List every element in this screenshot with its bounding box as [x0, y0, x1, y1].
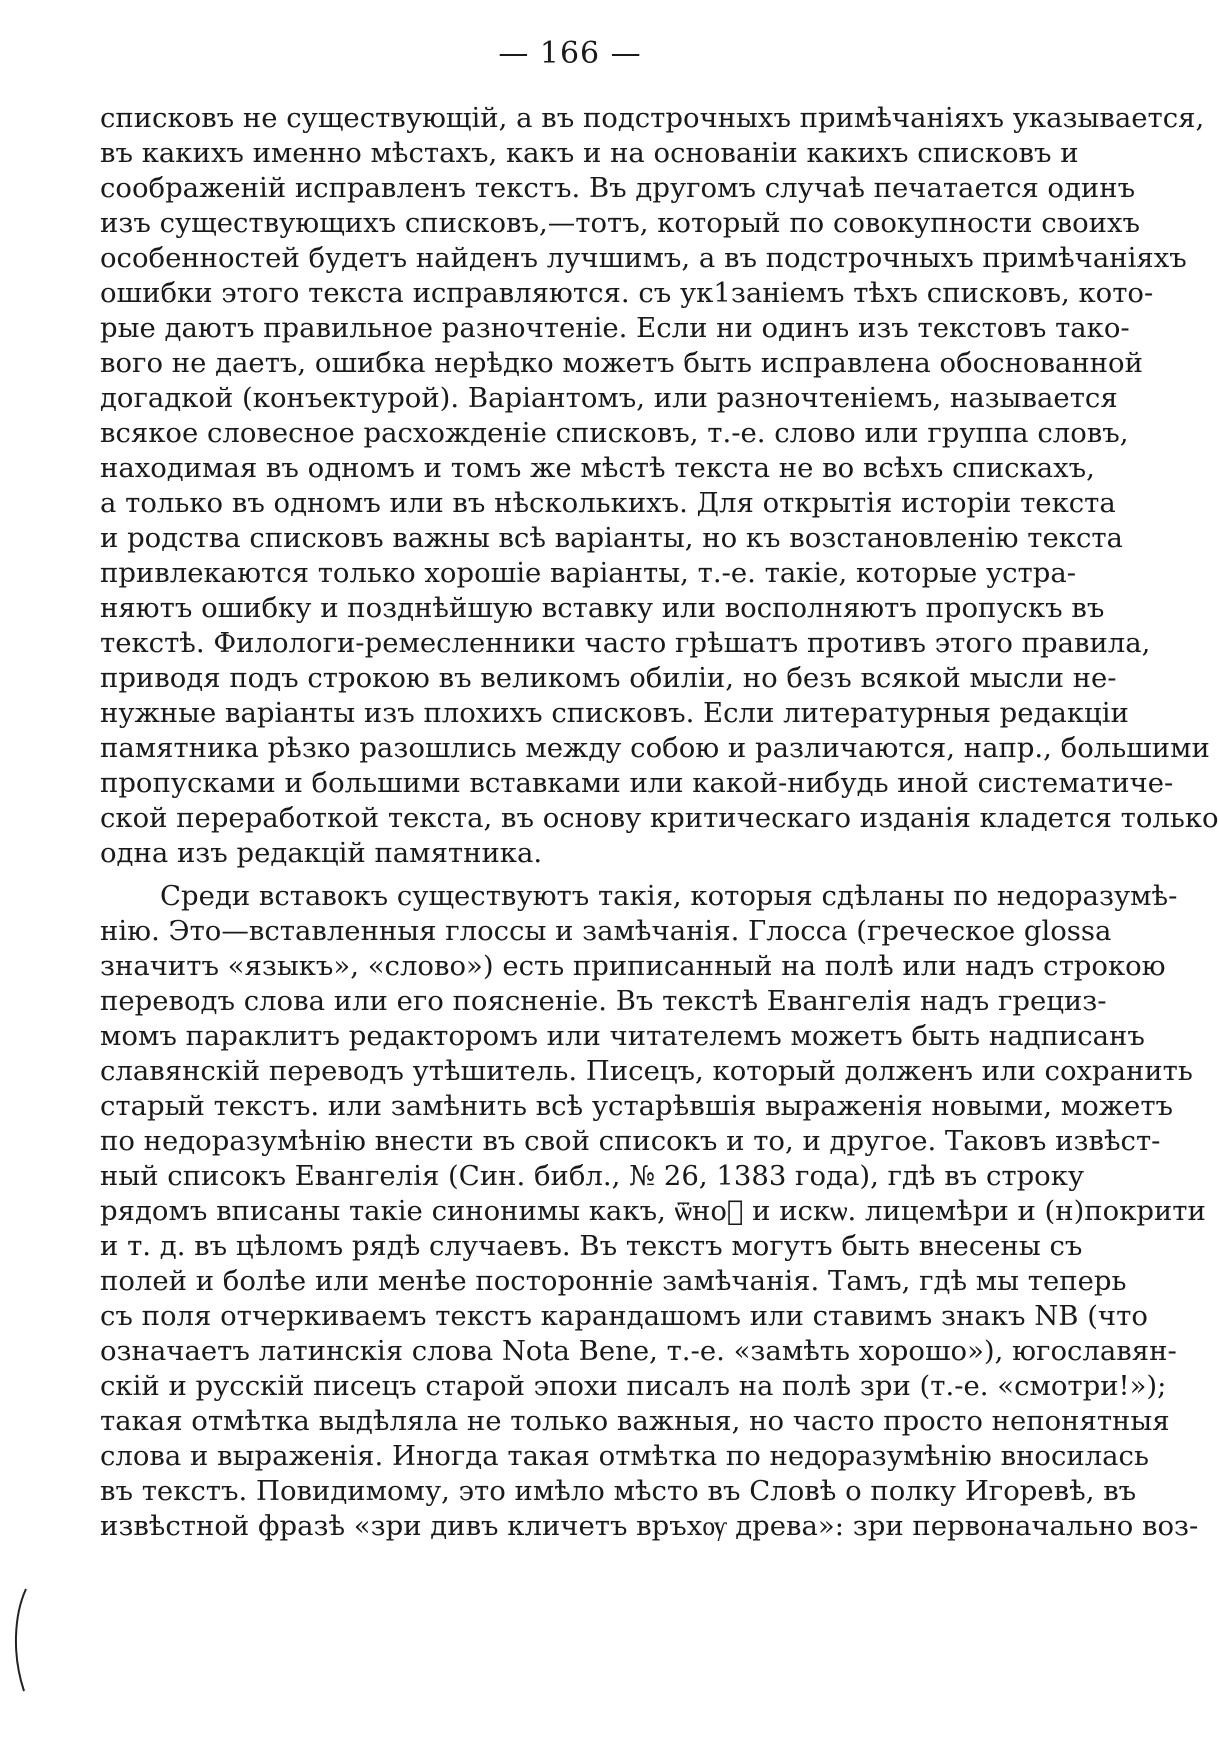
text-line: и т. д. въ цѣломъ рядѣ случаевъ. Въ текстъ могутъ быть внесены съ	[100, 1230, 1083, 1262]
text-line: ошибки этого текста исправляются. съ ук1заніемъ тѣхъ списковъ, кото-	[100, 277, 1154, 309]
text-line: приводя подъ строкою въ великомъ обиліи, но безъ всякой мысли не-	[100, 662, 1117, 694]
text-line: особенностей будетъ найденъ лучшимъ, а въ подстрочныхъ примѣчаніяхъ	[100, 242, 1187, 274]
text-line: рядомъ вписаны такіе синонимы какъ, ѿноⷣ и искѡ. лицемѣри и (н)покрити	[100, 1195, 1206, 1227]
text-line: извѣстной фразѣ «зри дивъ кличетъ връхѹ древа»: зри первоначально воз-	[100, 1510, 1199, 1542]
text-line: славянскій переводъ утѣшитель. Писецъ, который долженъ или сохранить	[100, 1055, 1193, 1087]
text-line: скій и русскій писецъ старой эпохи писалъ на полѣ зри (т.-е. «смотри!»);	[100, 1370, 1167, 1402]
text-line: списковъ не существующій, а въ подстрочныхъ примѣчаніяхъ указывается,	[100, 102, 1205, 134]
text-line: по недоразумѣнію внести въ свой списокъ и то, и другое. Таковъ извѣст-	[100, 1125, 1161, 1157]
text-line: рые даютъ правильное разночтеніе. Если ни одинъ изъ текстовъ тако-	[100, 312, 1130, 344]
text-line: привлекаются только хорошіе варіанты, т.-е. такіе, которые устра-	[100, 557, 1077, 589]
text-line: текстѣ. Филологи-ремесленники часто грѣшатъ противъ этого правила,	[100, 627, 1151, 659]
paragraph-first-line: Среди вставокъ существуютъ такія, которыя сдѣланы по недоразумѣ-	[160, 880, 1178, 912]
text-line: изъ существующихъ списковъ,—тотъ, который по совокупности своихъ	[100, 207, 1140, 239]
text-line: въ какихъ именно мѣстахъ, какъ и на основаніи какихъ списковъ и	[100, 137, 1079, 169]
text-line: переводъ слова или его поясненіе. Въ текстѣ Евангелія надъ грециз-	[100, 985, 1107, 1017]
page-number: — 166 —	[498, 36, 642, 71]
text-line: старый текстъ. или замѣнить всѣ устарѣвшія выраженія новыми, можетъ	[100, 1090, 1174, 1122]
text-line: нію. Это—вставленныя глоссы и замѣчанія. Глосса (греческое glossa	[100, 915, 1112, 947]
text-line: памятника рѣзко разошлись между собою и различаются, напр., большими	[100, 732, 1210, 764]
text-line: такая отмѣтка выдѣляла не только важныя, но часто просто непонятныя	[100, 1405, 1170, 1437]
text-line: находимая въ одномъ и томъ же мѣстѣ текста не во всѣхъ спискахъ,	[100, 452, 1095, 484]
text-line: соображеній исправленъ текстъ. Въ другомъ случаѣ печатается одинъ	[100, 172, 1136, 204]
text-line: ской переработкой текста, въ основу критическаго изданія кладется только	[100, 802, 1219, 834]
text-line: вого не даетъ, ошибка нерѣдко можетъ быть исправлена обоснованной	[100, 347, 1143, 379]
text-line: ный списокъ Евангелія (Син. библ., № 26, 1383 года), гдѣ въ строку	[100, 1160, 1085, 1192]
text-line: пропусками и большими вставками или какой-нибудь иной систематиче-	[100, 767, 1174, 799]
margin-pencil-mark	[4, 1585, 34, 1695]
text-line: одна изъ редакцій памятника.	[100, 837, 543, 869]
text-line: въ текстъ. Повидимому, это имѣло мѣсто въ Словѣ о полку Игоревѣ, въ	[100, 1475, 1137, 1507]
text-line: слова и выраженія. Иногда такая отмѣтка по недоразумѣнію вносилась	[100, 1440, 1149, 1472]
text-line: съ поля отчеркиваемъ текстъ карандашомъ или ставимъ знакъ NB (что	[100, 1300, 1148, 1332]
text-line: няютъ ошибку и позднѣйшую вставку или восполняютъ пропускъ въ	[100, 592, 1105, 624]
text-line: всякое словесное расхожденіе списковъ, т.-е. слово или группа словъ,	[100, 417, 1129, 449]
text-line: момъ параклитъ редакторомъ или читателемъ можетъ быть надписанъ	[100, 1020, 1145, 1052]
text-line: нужные варіанты изъ плохихъ списковъ. Если литературныя редакціи	[100, 697, 1129, 729]
text-line: догадкой (конъектурой). Варіантомъ, или разночтеніемъ, называется	[100, 382, 1118, 414]
text-line: полей и болѣе или менѣе посторонніе замѣчанія. Тамъ, гдѣ мы теперь	[100, 1265, 1127, 1297]
text-line: означаетъ латинскія слова Nota Bene, т.-е. «замѣть хорошо»), югославян-	[100, 1335, 1177, 1367]
text-line: значитъ «языкъ», «слово») есть приписанный на полѣ или надъ строкою	[100, 950, 1166, 982]
text-line: и родства списковъ важны всѣ варіанты, но къ возстановленію текста	[100, 522, 1123, 554]
text-line: а только въ одномъ или въ нѣсколькихъ. Для открытія исторіи текста	[100, 487, 1116, 519]
